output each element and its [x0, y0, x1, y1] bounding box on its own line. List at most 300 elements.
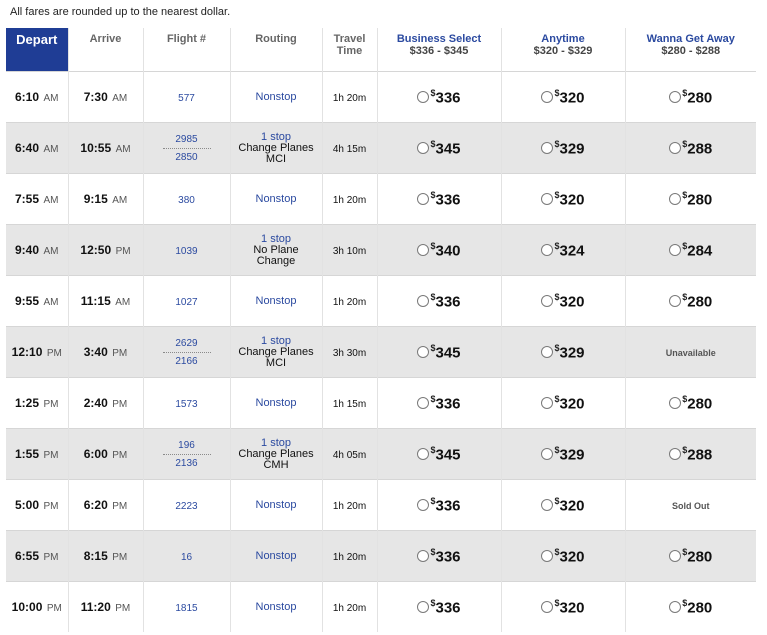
dollar-sign: $ [554, 189, 560, 200]
dollar-sign: $ [430, 393, 436, 404]
depart-ampm: AM [43, 246, 59, 257]
fare-radio-button[interactable] [541, 397, 553, 409]
fare-amount: 336 [435, 88, 461, 106]
fare-amount: 280 [687, 292, 713, 310]
flight-cell [143, 123, 230, 174]
fare-radio-button[interactable] [417, 550, 429, 562]
routing-cell [230, 327, 322, 378]
fare-radio-button[interactable] [541, 550, 553, 562]
depart-ampm: PM [43, 450, 59, 461]
flight-number-link[interactable]: 2985 [175, 133, 198, 145]
fare-amount: 329 [559, 139, 585, 157]
flight-cell [143, 225, 230, 276]
depart-cell [6, 480, 68, 531]
dollar-sign: $ [554, 495, 560, 506]
routing-cell [230, 378, 322, 429]
fare-amount: 280 [687, 88, 713, 106]
dollar-sign: $ [682, 87, 688, 98]
fare-cell-business-select [377, 480, 501, 531]
fare-radio-button[interactable] [541, 142, 553, 154]
arrive-ampm: AM [115, 144, 131, 155]
travel-time: 1h 15m [332, 399, 367, 410]
dollar-sign: $ [554, 342, 560, 353]
fare-radio-button[interactable] [541, 295, 553, 307]
fare-cell-business-select [377, 378, 501, 429]
table-row [6, 582, 756, 633]
dollar-sign: $ [430, 291, 436, 302]
depart-cell [6, 174, 68, 225]
flight-cell [143, 582, 230, 633]
routing-cell [230, 72, 322, 123]
flight-cell [143, 531, 230, 582]
travel-header-line1: Travel [333, 33, 366, 45]
fare-cell-business-select [377, 225, 501, 276]
table-row [6, 480, 756, 531]
table-row [6, 225, 756, 276]
flight-number-link[interactable]: 1815 [175, 603, 198, 614]
dollar-sign: $ [554, 87, 560, 98]
depart-time: 10:00 [11, 600, 43, 614]
fare-amount: 329 [559, 445, 585, 463]
travel-time-cell [322, 174, 377, 225]
depart-time: 12:10 [11, 345, 43, 359]
fare-cell-anytime [501, 582, 625, 633]
fare-cell-wanna-get-away [625, 123, 756, 174]
arrive-cell [68, 276, 143, 327]
flight-number-link[interactable]: 2850 [163, 148, 211, 163]
travel-time: 1h 20m [332, 297, 367, 308]
depart-time: 7:55 [15, 192, 40, 206]
dollar-sign: $ [430, 138, 436, 149]
arrive-ampm: AM [112, 195, 128, 206]
depart-cell [6, 429, 68, 480]
fare-radio-button[interactable] [417, 346, 429, 358]
routing-detail: MCI [265, 356, 287, 369]
arrive-cell [68, 123, 143, 174]
depart-time: 6:10 [15, 90, 40, 104]
depart-ampm: PM [46, 348, 62, 359]
fare-amount: 336 [435, 190, 461, 208]
fare-radio-button[interactable] [669, 91, 681, 103]
routing-cell [230, 225, 322, 276]
fare-radio-button[interactable] [417, 142, 429, 154]
flight-cell [143, 72, 230, 123]
arrive-cell [68, 582, 143, 633]
dollar-sign: $ [430, 495, 436, 506]
fare-cell-business-select [377, 174, 501, 225]
table-header-row [6, 28, 756, 72]
depart-time: 6:55 [15, 549, 40, 563]
dollar-sign: $ [430, 342, 436, 353]
routing-cell [230, 123, 322, 174]
fare-radio-button[interactable] [417, 193, 429, 205]
dollar-sign: $ [554, 546, 560, 557]
travel-time: 1h 20m [332, 195, 367, 206]
dollar-sign: $ [682, 189, 688, 200]
travel-time: 1h 20m [332, 501, 367, 512]
fare-amount: 320 [559, 88, 585, 106]
flight-number-link[interactable]: 577 [178, 93, 195, 104]
fare-amount: 336 [435, 394, 461, 412]
travel-time-cell [322, 123, 377, 174]
fare-cell-business-select [377, 276, 501, 327]
fare-amount: 320 [559, 394, 585, 412]
fare-radio-button[interactable] [417, 448, 429, 460]
travel-time: 1h 20m [332, 552, 367, 563]
col-header-arrive[interactable]: Arrive [68, 28, 143, 72]
routing-detail: Change Planes [238, 345, 314, 358]
depart-cell [6, 582, 68, 633]
fare-radio-button[interactable] [541, 601, 553, 613]
fare-cell-wanna-get-away [625, 429, 756, 480]
fare-radio-button[interactable] [669, 397, 681, 409]
depart-cell [6, 378, 68, 429]
routing-nonstop-link[interactable]: Nonstop [255, 294, 297, 307]
fare-cell-wanna-get-away [625, 582, 756, 633]
depart-cell [6, 531, 68, 582]
arrive-time: 3:40 [83, 345, 108, 359]
depart-time: 1:25 [15, 396, 40, 410]
flight-number-link[interactable]: 1039 [175, 246, 198, 257]
travel-header-line2: Time [336, 45, 363, 57]
depart-cell [6, 327, 68, 378]
col-header-depart[interactable]: Depart [6, 28, 68, 72]
routing-detail: Change Planes [238, 141, 314, 154]
fare-amount: 320 [559, 496, 585, 514]
dollar-sign: $ [554, 393, 560, 404]
dollar-sign: $ [682, 138, 688, 149]
fare-cell-wanna-get-away [625, 480, 756, 531]
arrive-ampm: PM [112, 450, 128, 461]
routing-stops-link[interactable]: 1 stop [261, 334, 291, 347]
routing-stops-link[interactable]: 1 stop [261, 130, 291, 143]
depart-ampm: PM [46, 603, 62, 614]
fare-cell-wanna-get-away [625, 531, 756, 582]
business-select-title: Business Select [396, 33, 482, 45]
anytime-range: $320 - $329 [533, 45, 593, 57]
fare-amount: 280 [687, 598, 713, 616]
fare-amount: 340 [435, 241, 461, 259]
arrive-cell [68, 225, 143, 276]
fare-amount: 329 [559, 343, 585, 361]
dollar-sign: $ [554, 291, 560, 302]
fare-cell-anytime [501, 378, 625, 429]
fare-amount: 345 [435, 343, 461, 361]
travel-time: 1h 20m [332, 603, 367, 614]
fare-amount: 288 [687, 139, 713, 157]
flight-number-link[interactable]: 1573 [175, 399, 198, 410]
routing-nonstop-link[interactable]: Nonstop [255, 396, 297, 409]
col-header-wanna-get-away[interactable] [625, 28, 756, 72]
fare-status: Sold Out [672, 501, 710, 511]
fare-cell-anytime [501, 174, 625, 225]
arrive-time: 10:55 [80, 141, 112, 155]
routing-cell [230, 276, 322, 327]
arrive-cell [68, 531, 143, 582]
fare-cell-anytime [501, 531, 625, 582]
routing-cell [230, 429, 322, 480]
col-header-routing[interactable]: Routing [230, 28, 322, 72]
fare-radio-button[interactable] [541, 193, 553, 205]
dollar-sign: $ [430, 189, 436, 200]
dollar-sign: $ [682, 444, 688, 455]
flight-cell [143, 480, 230, 531]
fare-amount: 280 [687, 547, 713, 565]
flight-number-link[interactable]: 380 [178, 195, 195, 206]
arrive-time: 6:00 [83, 447, 108, 461]
depart-ampm: AM [43, 93, 59, 104]
routing-detail: Change [256, 254, 296, 267]
arrive-ampm: PM [115, 246, 131, 257]
travel-time: 3h 10m [332, 246, 367, 257]
fare-amount: 320 [559, 292, 585, 310]
dollar-sign: $ [430, 444, 436, 455]
fare-radio-button[interactable] [669, 601, 681, 613]
fare-radio-button[interactable] [417, 499, 429, 511]
fare-radio-button[interactable] [541, 91, 553, 103]
depart-ampm: AM [43, 195, 59, 206]
travel-time: 1h 20m [332, 93, 367, 104]
arrive-ampm: AM [112, 93, 128, 104]
dollar-sign: $ [430, 87, 436, 98]
depart-time: 9:40 [15, 243, 40, 257]
col-header-flight[interactable]: Flight # [143, 28, 230, 72]
arrive-time: 11:20 [80, 600, 111, 614]
col-header-travel-time[interactable] [322, 28, 377, 72]
depart-ampm: PM [43, 552, 59, 563]
fare-cell-wanna-get-away [625, 174, 756, 225]
travel-time-cell [322, 276, 377, 327]
depart-cell [6, 72, 68, 123]
routing-stops-link[interactable]: 1 stop [261, 232, 291, 245]
arrive-cell [68, 378, 143, 429]
fare-cell-anytime [501, 72, 625, 123]
fare-cell-business-select [377, 582, 501, 633]
fare-radio-button[interactable] [417, 295, 429, 307]
fare-amount: 345 [435, 445, 461, 463]
routing-nonstop-link[interactable]: Nonstop [255, 600, 297, 613]
fare-cell-business-select [377, 531, 501, 582]
col-header-anytime[interactable] [501, 28, 625, 72]
depart-ampm: PM [43, 399, 59, 410]
routing-detail: No Plane [253, 243, 299, 256]
routing-nonstop-link[interactable]: Nonstop [255, 90, 297, 103]
fare-amount: 336 [435, 496, 461, 514]
table-row [6, 327, 756, 378]
table-row [6, 174, 756, 225]
fare-cell-anytime [501, 123, 625, 174]
flight-fare-table [6, 28, 756, 632]
arrive-cell [68, 174, 143, 225]
fare-radio-button[interactable] [669, 550, 681, 562]
flight-number-link[interactable]: 2223 [175, 501, 198, 512]
routing-cell [230, 174, 322, 225]
travel-time: 3h 30m [332, 348, 367, 359]
routing-cell [230, 531, 322, 582]
fare-cell-business-select [377, 123, 501, 174]
flight-number-link[interactable]: 2629 [175, 337, 198, 349]
table-row [6, 72, 756, 123]
wanna-get-away-title: Wanna Get Away [646, 33, 735, 45]
routing-stops-link[interactable]: 1 stop [261, 436, 291, 449]
dollar-sign: $ [682, 546, 688, 557]
flight-cell [143, 378, 230, 429]
flight-rows [6, 72, 756, 633]
dollar-sign: $ [554, 597, 560, 608]
depart-ampm: AM [43, 144, 59, 155]
arrive-time: 7:30 [83, 90, 108, 104]
fare-amount: 320 [559, 598, 585, 616]
depart-ampm: PM [43, 501, 59, 512]
depart-cell [6, 123, 68, 174]
fare-radio-button[interactable] [669, 295, 681, 307]
travel-time-cell [322, 72, 377, 123]
arrive-ampm: PM [112, 399, 128, 410]
table-row [6, 276, 756, 327]
fare-cell-anytime [501, 276, 625, 327]
depart-cell [6, 276, 68, 327]
fare-amount: 324 [559, 241, 585, 259]
dollar-sign: $ [430, 597, 436, 608]
fare-amount: 280 [687, 394, 713, 412]
fare-cell-business-select [377, 327, 501, 378]
dollar-sign: $ [682, 393, 688, 404]
routing-detail: MCI [265, 152, 287, 165]
table-row [6, 378, 756, 429]
fare-cell-wanna-get-away [625, 378, 756, 429]
fare-cell-wanna-get-away [625, 72, 756, 123]
fare-radio-button[interactable] [669, 142, 681, 154]
arrive-ampm: PM [112, 501, 128, 512]
fare-amount: 320 [559, 547, 585, 565]
dollar-sign: $ [682, 291, 688, 302]
fare-radio-button[interactable] [417, 601, 429, 613]
fare-cell-wanna-get-away [625, 327, 756, 378]
dollar-sign: $ [554, 138, 560, 149]
arrive-time: 12:50 [80, 243, 112, 257]
fare-radio-button[interactable] [669, 244, 681, 256]
table-row [6, 123, 756, 174]
table-row [6, 429, 756, 480]
fare-radio-button[interactable] [669, 448, 681, 460]
routing-detail: Change Planes [238, 447, 314, 460]
travel-time-cell [322, 378, 377, 429]
routing-detail: CMH [263, 458, 289, 471]
fare-amount: 284 [687, 241, 713, 259]
routing-nonstop-link[interactable]: Nonstop [255, 549, 297, 562]
arrive-ampm: PM [112, 552, 128, 563]
fare-amount: 336 [435, 547, 461, 565]
fare-cell-business-select [377, 429, 501, 480]
fare-cell-anytime [501, 429, 625, 480]
arrive-ampm: AM [115, 297, 131, 308]
flight-cell [143, 429, 230, 480]
fare-radio-button[interactable] [541, 244, 553, 256]
flight-cell [143, 327, 230, 378]
depart-time: 9:55 [15, 294, 40, 308]
travel-time-cell [322, 531, 377, 582]
fare-radio-button[interactable] [541, 346, 553, 358]
travel-time: 4h 15m [332, 144, 367, 155]
flight-number-link[interactable]: 2136 [163, 454, 211, 469]
arrive-ampm: PM [115, 603, 131, 614]
fare-cell-wanna-get-away [625, 276, 756, 327]
fare-cell-wanna-get-away [625, 225, 756, 276]
arrive-cell [68, 327, 143, 378]
arrive-ampm: PM [112, 348, 128, 359]
routing-nonstop-link[interactable]: Nonstop [255, 192, 297, 205]
arrive-cell [68, 480, 143, 531]
flight-number-link[interactable]: 2166 [163, 352, 211, 367]
table-row [6, 531, 756, 582]
depart-time: 5:00 [15, 498, 40, 512]
travel-time-cell [322, 429, 377, 480]
fare-cell-business-select [377, 72, 501, 123]
arrive-time: 6:20 [83, 498, 108, 512]
depart-cell [6, 225, 68, 276]
arrive-cell [68, 72, 143, 123]
travel-time: 4h 05m [332, 450, 367, 461]
dollar-sign: $ [554, 444, 560, 455]
travel-time-cell [322, 480, 377, 531]
flight-number-link[interactable]: 196 [178, 439, 195, 451]
wanna-get-away-range: $280 - $288 [661, 45, 721, 57]
business-select-range: $336 - $345 [409, 45, 469, 57]
flight-number-link[interactable]: 16 [180, 552, 193, 563]
depart-time: 6:40 [15, 141, 40, 155]
fare-amount: 320 [559, 190, 585, 208]
fare-radio-button[interactable] [541, 499, 553, 511]
dollar-sign: $ [430, 240, 436, 251]
fare-radio-button[interactable] [417, 244, 429, 256]
arrive-cell [68, 429, 143, 480]
fare-amount: 345 [435, 139, 461, 157]
depart-ampm: AM [43, 297, 59, 308]
travel-time-cell [322, 225, 377, 276]
flight-number-link[interactable]: 1027 [175, 297, 198, 308]
fare-radio-button[interactable] [417, 397, 429, 409]
arrive-time: 11:15 [80, 294, 111, 308]
col-header-business-select[interactable] [377, 28, 501, 72]
dollar-sign: $ [682, 240, 688, 251]
flight-cell [143, 174, 230, 225]
fare-amount: 288 [687, 445, 713, 463]
fare-status: Unavailable [665, 348, 716, 358]
travel-time-cell [322, 582, 377, 633]
routing-cell [230, 480, 322, 531]
anytime-title: Anytime [541, 33, 585, 45]
arrive-time: 2:40 [83, 396, 108, 410]
fare-amount: 280 [687, 190, 713, 208]
flight-cell [143, 276, 230, 327]
travel-time-cell [322, 327, 377, 378]
dollar-sign: $ [682, 597, 688, 608]
routing-nonstop-link[interactable]: Nonstop [255, 498, 297, 511]
fare-rounding-note: All fares are rounded up to the nearest dollar. [10, 6, 231, 18]
fare-radio-button[interactable] [541, 448, 553, 460]
fare-cell-anytime [501, 327, 625, 378]
fare-cell-anytime [501, 225, 625, 276]
depart-time: 1:55 [15, 447, 40, 461]
arrive-time: 8:15 [83, 549, 108, 563]
fare-amount: 336 [435, 598, 461, 616]
fare-radio-button[interactable] [417, 91, 429, 103]
dollar-sign: $ [430, 546, 436, 557]
fare-radio-button[interactable] [669, 193, 681, 205]
arrive-time: 9:15 [83, 192, 108, 206]
fare-amount: 336 [435, 292, 461, 310]
dollar-sign: $ [554, 240, 560, 251]
